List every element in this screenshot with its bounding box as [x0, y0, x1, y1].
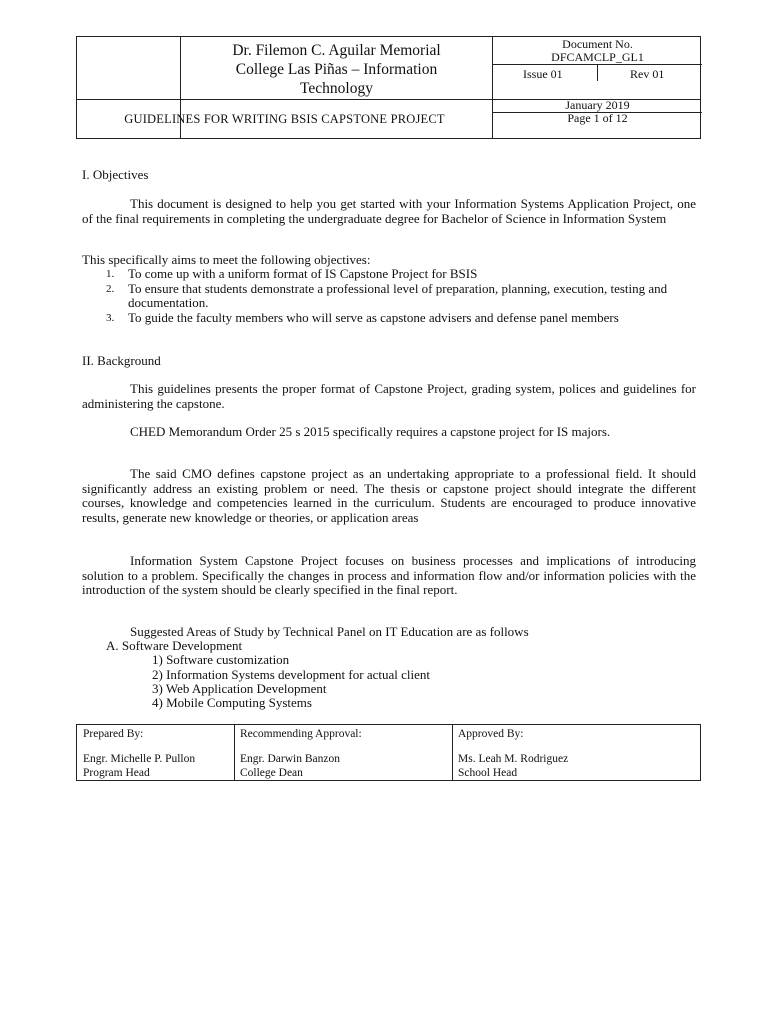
- list-item: 1. To come up with a uniform format of IS Capstone Project for BSIS: [106, 266, 478, 281]
- objectives-heading: I. Objectives: [82, 167, 149, 182]
- list-item: 3. To guide the faculty members who will serve as capstone advisers and defense panel members: [106, 309, 619, 325]
- college-name: Dr. Filemon C. Aguilar Memorial College Las Piñas – Information Technology: [232, 42, 441, 97]
- prepared-by-cell: Prepared By: Engr. Michelle P. Pullon Program Head: [77, 725, 235, 780]
- objectives-list: [76, 267, 696, 325]
- area-a-heading: A. Software Development: [106, 638, 243, 653]
- background-heading: II. Background: [82, 353, 161, 368]
- list-item: 3) Web Application Development: [152, 681, 327, 696]
- document-no-label: Document No.: [562, 37, 633, 51]
- approval-table: [76, 724, 701, 781]
- approved-by-cell: Approved By: Ms. Leah M. Rodriguez School Head: [458, 728, 569, 779]
- document-date: January 2019: [565, 98, 630, 112]
- background-paragraph: CHED Memorandum Order 25 s 2015 specifically requires a capstone project for IS majors.: [130, 424, 611, 439]
- document-title: GUIDELINES FOR WRITING BSIS CAPSTONE PROJECT: [124, 112, 445, 126]
- areas-intro: Suggested Areas of Study by Technical Panel on IT Education are as follows: [130, 624, 529, 639]
- document-no-value: DFCAMCLP_GL1: [551, 50, 644, 64]
- page-number: Page 1 of 12: [567, 111, 628, 125]
- list-item: 2) Information Systems development for actual client: [152, 667, 430, 682]
- objectives-intro: This specifically aims to meet the following objectives:: [82, 252, 371, 267]
- background-paragraph: This guidelines presents the proper format of Capstone Project, grading system, polices and guidelines for administering the capstone.: [82, 381, 696, 411]
- list-item: 4) Mobile Computing Systems: [152, 695, 312, 710]
- list-item: 2. To ensure that students demonstrate a professional level of preparation, planning, execution, testing and documentation.: [106, 280, 668, 310]
- document-header: [76, 36, 701, 139]
- divider: [597, 64, 598, 81]
- issue-number: Issue 01: [523, 67, 563, 81]
- list-item: 1) Software customization: [152, 652, 290, 667]
- background-paragraph: Information System Capstone Project focuses on business processes and implications of introducing solution to a problem. Specifically the changes in process and information flow and/or information policies with the introduction of the system should be clearly specified in the final report.: [82, 553, 696, 597]
- background-paragraph: The said CMO defines capstone project as an undertaking appropriate to a professional field. It should significantly address an existing problem or need. The thesis or capstone project should integrate the different courses, knowledge and competencies learned in the curriculum. Students are encouraged to produce innovative results, generate new knowledge or theories, or application areas: [82, 466, 696, 525]
- objectives-paragraph: This document is designed to help you get started with your Information Systems Application Project, one of the final requirements in completing the undergraduate degree for Bachelor of Science in Information System: [82, 196, 696, 226]
- revision-number: Rev 01: [630, 67, 665, 81]
- recommending-approval-cell: Recommending Approval: Engr. Darwin Banzon College Dean: [234, 725, 453, 780]
